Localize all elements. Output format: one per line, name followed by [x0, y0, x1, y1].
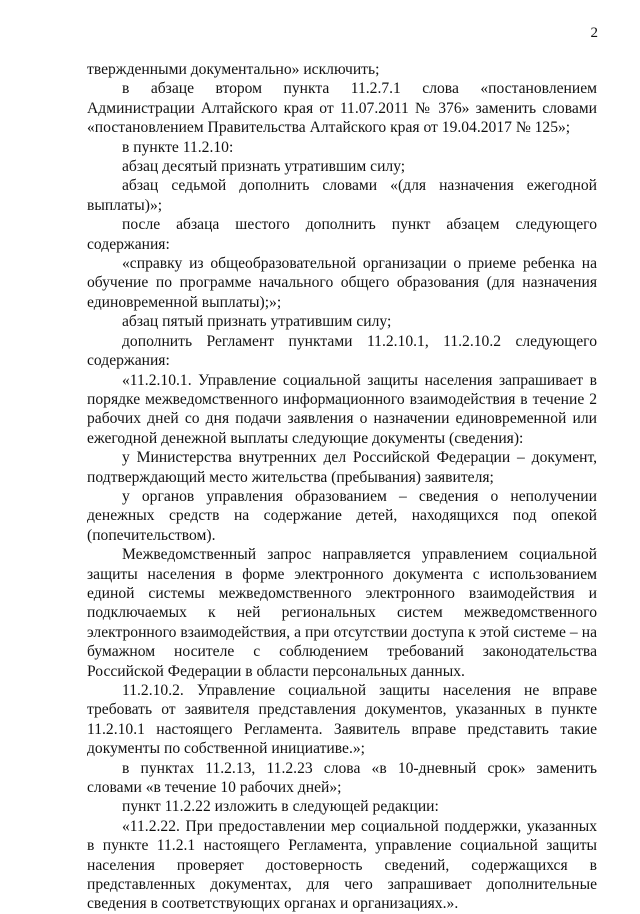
paragraph-tenth-abzac: абзац десятый признать утратившим силу;	[122, 158, 406, 176]
paragraph-amendment-11-2-7-1: в абзаце втором пункта 11.2.7.1 слова «постановлением Администрации Алтайского края от 11.07.2011 № 376» заменить словами «постановлением Правительства Алтайского края от 19.04.2017 № 125»;	[87, 80, 597, 137]
page-number: 2	[590, 25, 598, 41]
paragraph-continuation: твержденными документально» исключить;	[87, 61, 380, 78]
paragraph-items-11-2-13-23: в пунктах 11.2.13, 11.2.23 слова «в 10-дневный срок» заменить словами «в течение 10 рабочих дней»;	[87, 759, 597, 797]
paragraph-item-11-2-10-1: «11.2.10.1. Управление социальной защиты населения запрашивает в порядке межведомственного информационного взаимодействия в течение 2 рабочих дней со дня подачи заявления о назначении единовременной или ежегодной денежной выплаты следующие документы (сведения):	[87, 371, 597, 447]
paragraph-seventh-abzac: абзац седьмой дополнить словами «(для назначения ежегодной выплаты)»;	[87, 177, 597, 214]
document-body	[87, 60, 597, 914]
paragraph-fifth-abzac: абзац пятый признать утратившим силу;	[122, 313, 392, 331]
paragraph-item-11-2-10: в пункте 11.2.10:	[122, 138, 234, 156]
paragraph-interior-ministry: у Министерства внутренних дел Российской Федерации – документ, подтверждающий место жительства (пребывания) заявителя;	[87, 449, 597, 486]
paragraph-item-11-2-22-text: «11.2.22. При предоставлении мер социальной поддержки, указанных в пункте 11.2.1 настоящего Регламента, управление социальной защиты населения проверяет достоверность сведений, содержащихся в представленных документах, для чего запрашивает дополнительные сведения в соответствующих органах и организациях.».	[87, 817, 597, 913]
paragraph-item-11-2-22-intro: пункт 11.2.22 изложить в следующей редакции:	[122, 798, 439, 816]
paragraph-after-sixth-abzac: после абзаца шестого дополнить пункт абзацем следующего содержания:	[87, 216, 597, 253]
paragraph-add-items: дополнить Регламент пунктами 11.2.10.1, 11.2.10.2 следующего содержания:	[87, 332, 597, 370]
paragraph-school-certificate: «справку из общеобразовательной организации о приеме ребенка на обучение по программе начального общего образования (для назначения единовременной выплаты);»;	[87, 255, 597, 311]
paragraph-education-bodies: у органов управления образованием – сведения о неполучении денежных средств на содержание детей, находящихся под опекой (попечительством).	[87, 487, 597, 544]
paragraph-item-11-2-10-2: 11.2.10.2. Управление социальной защиты населения не вправе требовать от заявителя представления документов, указанных в пункте 11.2.10.1 настоящего Регламента. Заявитель вправе представить такие документы по собственной инициативе.»;	[87, 682, 597, 758]
paragraph-interagency-request: Межведомственный запрос направляется управлением социальной защиты населения в форме электронного документа с использованием единой системы межведомственного электронного взаимодействия и подключаемых к ней региональных систем межведомственного электронного взаимодействия, а при отсутствии доступа к этой системе – на бумажном носителе с соблюдением требований законодательства Российской Федерации в области персональных данных.	[87, 546, 597, 680]
